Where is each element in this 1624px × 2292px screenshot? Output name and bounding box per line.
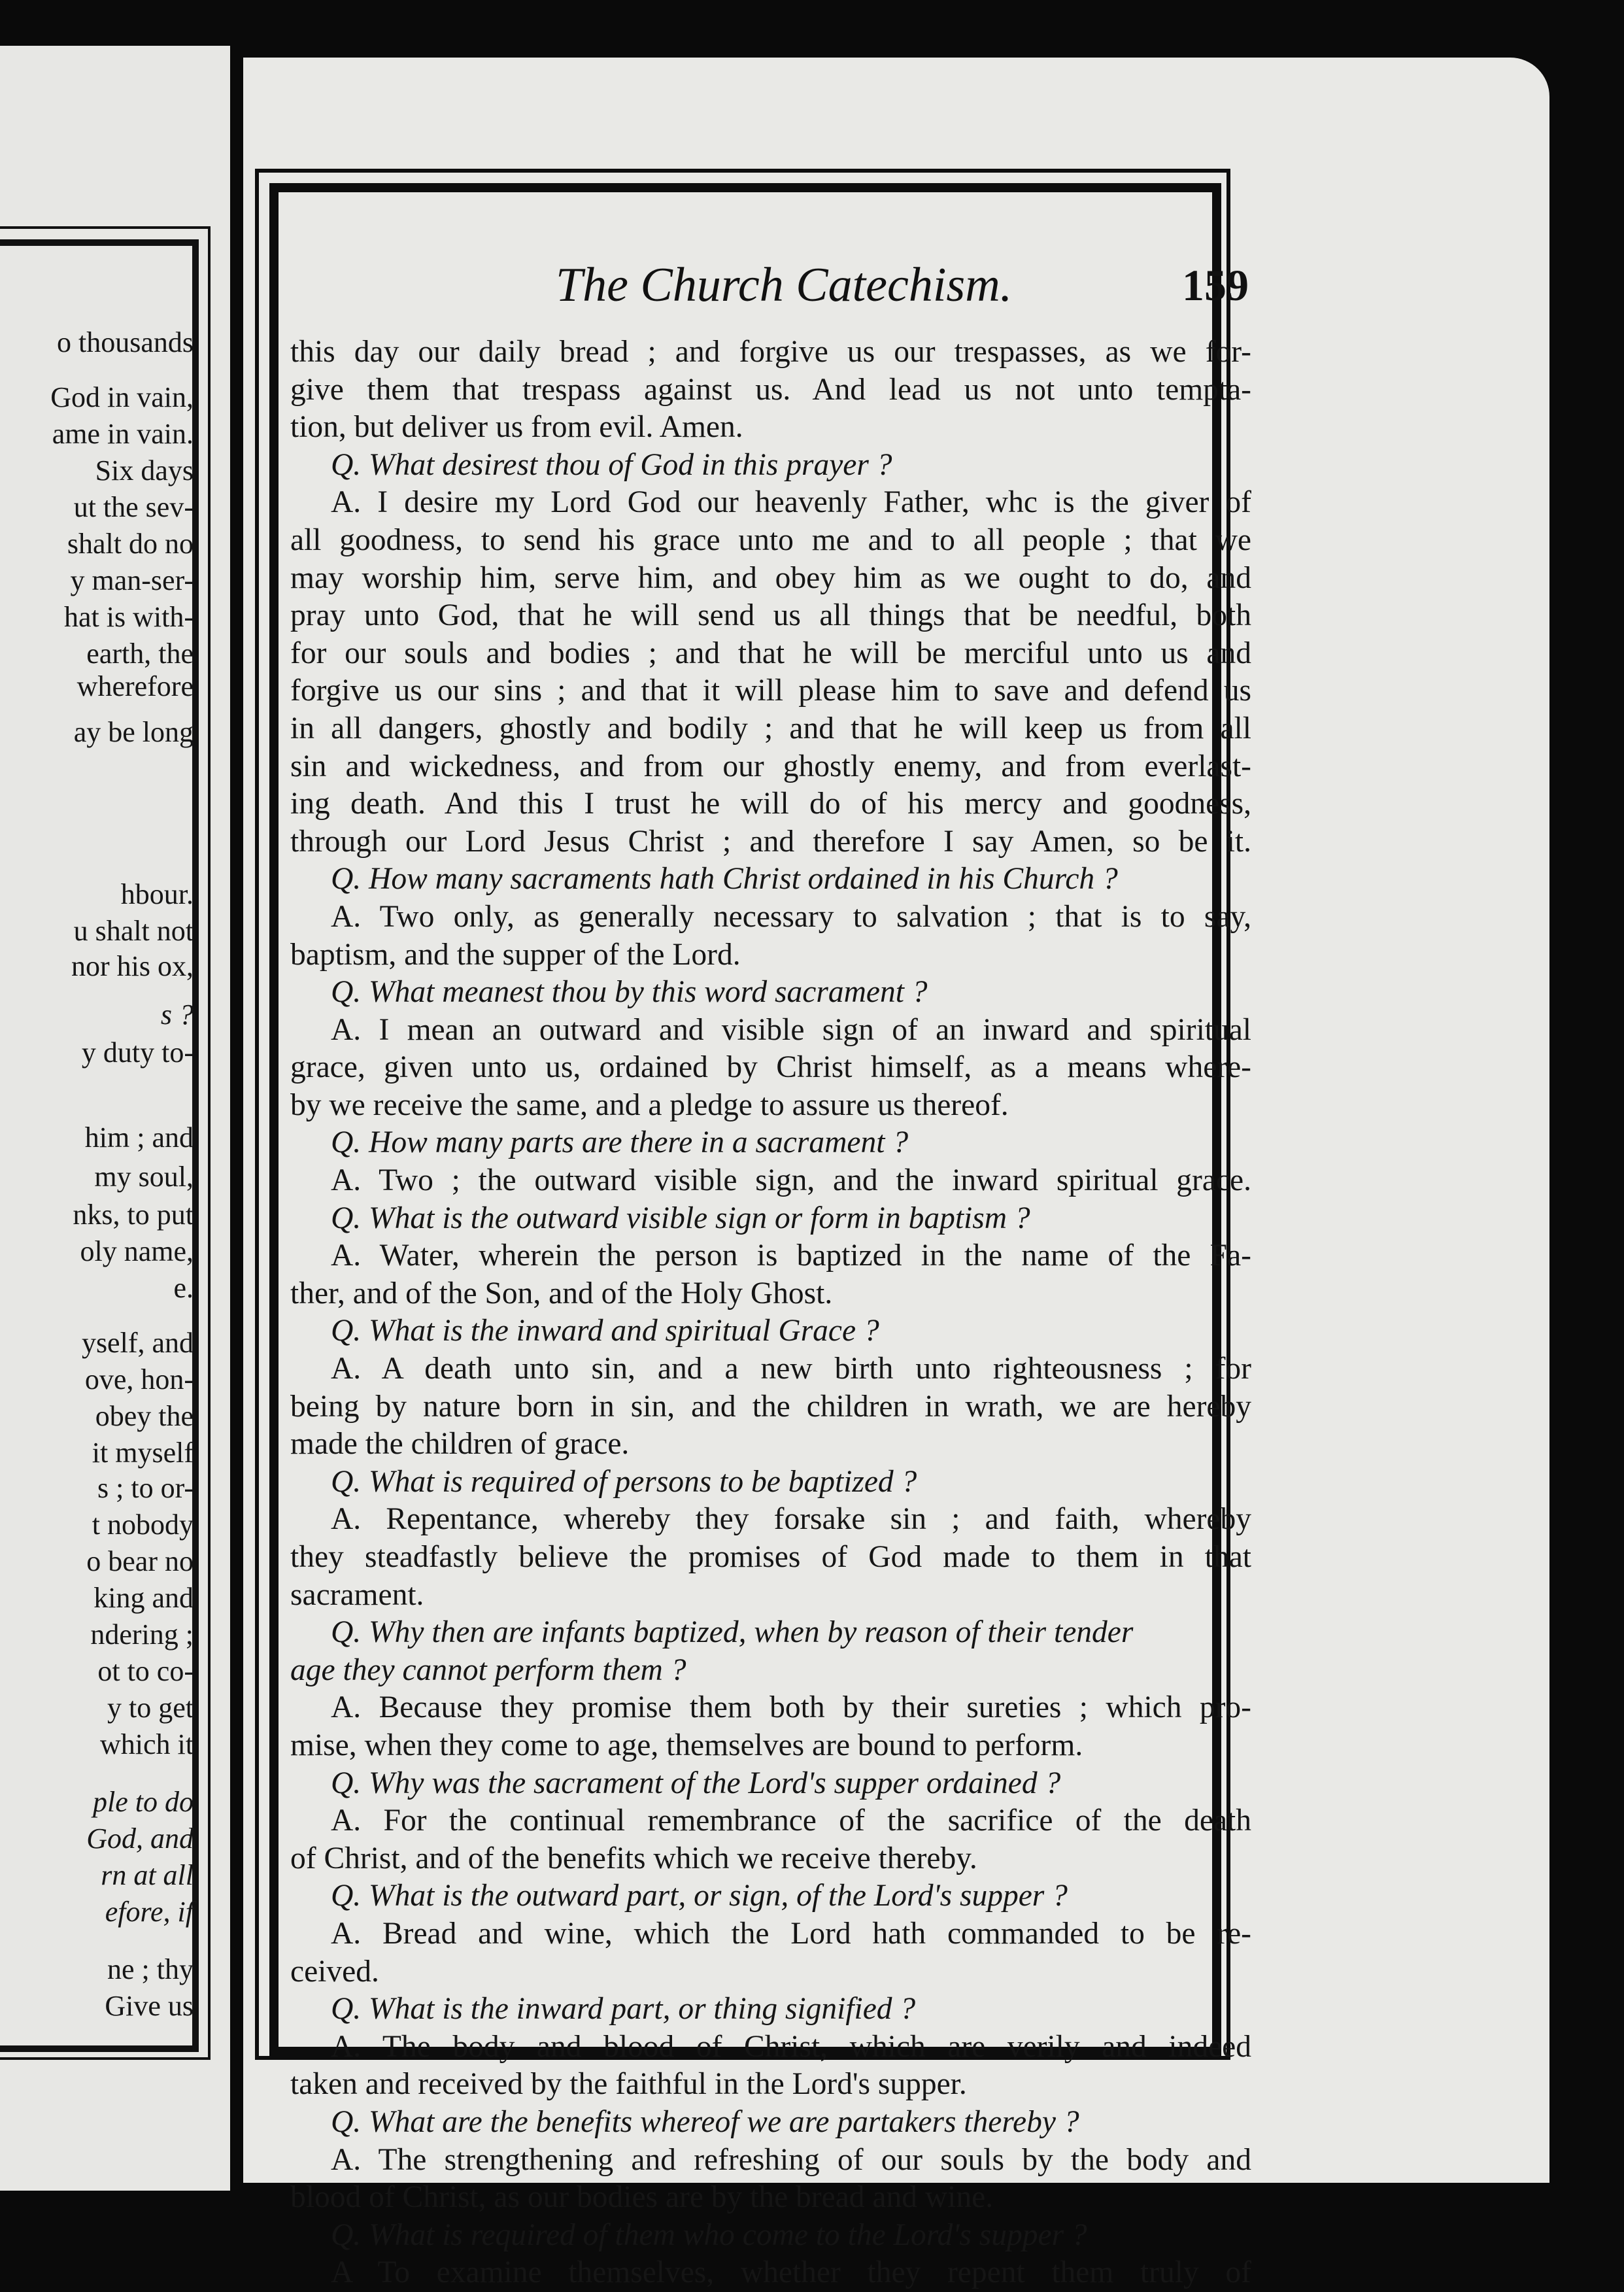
facing-page-line: u shalt not [73, 915, 194, 947]
text-line: ing death. And this I trust he will do of his mercy and goodness, [290, 787, 1251, 821]
text-line: may worship him, serve him, and obey him as we ought to do, and [290, 560, 1251, 595]
text-line: A. For the continual remembrance of the sacrifice of the death [331, 1804, 1251, 1838]
facing-page-fragment [0, 46, 230, 2191]
question-line: Q. What desirest thou of God in this prayer ? [331, 447, 892, 482]
facing-page-line: s ? [160, 999, 194, 1031]
text-line: in all dangers, ghostly and bodily ; and that he will keep us from all [290, 711, 1251, 745]
text-line: mise, when they come to age, themselves are bound to perform. [290, 1728, 1083, 1762]
facing-page-line: ple to do [93, 1786, 194, 1818]
page-header [288, 259, 1249, 311]
facing-page-line: y duty to- [81, 1036, 194, 1069]
text-line: blood of Christ, as our bodies are by the bread and wine. [290, 2180, 994, 2215]
text-line: A. The strengthening and refreshing of our souls by the body and [331, 2142, 1251, 2177]
facing-page-line: oly name, [80, 1235, 194, 1267]
text-line: forgive us our sins ; and that it will please him to save and defend us [290, 674, 1251, 708]
running-title: The Church Catechism. [556, 258, 1013, 312]
facing-page-line: which it [100, 1728, 194, 1760]
catechism-text [290, 334, 1251, 2292]
facing-page-line: o thousands [57, 326, 194, 358]
facing-page-line: t nobody [92, 1509, 194, 1541]
text-line: tion, but deliver us from evil. Amen. [290, 410, 743, 445]
text-line: A. I mean an outward and visible sign of an inward and spiritual [331, 1012, 1251, 1047]
facing-page-line: my soul, [94, 1161, 194, 1193]
facing-page-line: ne ; thy [107, 1953, 194, 1985]
facing-page-line: rn at all [101, 1859, 194, 1891]
text-line: A. The body and blood of Christ, which are verily and indeed [331, 2029, 1251, 2064]
facing-page-line: yself, and [81, 1327, 194, 1359]
text-line: for our souls and bodies ; and that he will be merciful unto us and [290, 636, 1251, 670]
question-line: Q. What is the inward part, or thing signified ? [331, 1992, 916, 2027]
text-line: through our Lord Jesus Christ ; and therefore I say Amen, so be it. [290, 824, 1251, 859]
text-line: taken and received by the faithful in the Lord's supper. [290, 2067, 967, 2102]
facing-page-line: ove, hon- [84, 1363, 194, 1395]
facing-page-line: it myself [92, 1437, 194, 1469]
facing-page-line: Give us [105, 1990, 194, 2022]
facing-page-line: ame in vain. [52, 418, 194, 450]
question-line: Q. Why then are infants baptized, when by reason of their tender [331, 1615, 1134, 1650]
facing-page-line: shalt do no [67, 528, 194, 560]
facing-page-line: ndering ; [90, 1618, 194, 1651]
text-line: made the children of grace. [290, 1427, 630, 1462]
text-line: of Christ, and of the benefits which we receive thereby. [290, 1841, 977, 1875]
text-line: A. I desire my Lord God our heavenly Father, whc is the giver of [331, 485, 1251, 520]
text-line: A. Bread and wine, which the Lord hath commanded to be re- [331, 1916, 1251, 1951]
facing-page-line: nks, to put [73, 1199, 194, 1231]
text-line: A. Two ; the outward visible sign, and the inward spiritual grace. [331, 1163, 1251, 1198]
text-line: grace, given unto us, ordained by Christ himself, as a means where- [290, 1050, 1251, 1085]
facing-page-line: y to get [107, 1692, 194, 1724]
text-line: A. Because they promise them both by their sureties ; which pro- [331, 1690, 1251, 1725]
question-line: Q. What is the outward visible sign or form in baptism ? [331, 1201, 1030, 1235]
facing-page-line: Six days [95, 454, 194, 487]
question-line: Q. What are the benefits whereof we are partakers thereby ? [331, 2104, 1079, 2139]
facing-page-line: earth, the [86, 638, 194, 670]
text-line: sin and wickedness, and from our ghostly enemy, and from everlast- [290, 749, 1251, 783]
facing-page-line: ay be long [73, 716, 194, 748]
question-line: Q. What is required of persons to be baptized ? [331, 1464, 917, 1499]
text-line: pray unto God, that he will send us all things that be needful, both [290, 598, 1251, 633]
text-line: being by nature born in sin, and the children in wrath, we are hereby [290, 1389, 1251, 1424]
text-line: ceived. [290, 1954, 379, 1989]
facing-page-line: s ; to or- [97, 1472, 194, 1504]
page-number: 159 [1182, 260, 1249, 310]
question-line: Q. What is required of them who come to the Lord's supper ? [331, 2217, 1087, 2252]
question-line: Q. How many parts are there in a sacrament ? [331, 1125, 909, 1160]
facing-page-line: him ; and [84, 1121, 194, 1154]
facing-page-line: king and [93, 1582, 194, 1614]
facing-page-line: e. [173, 1272, 194, 1304]
question-line: Q. How many sacraments hath Christ ordained in his Church ? [331, 862, 1118, 897]
question-line: age they cannot perform them ? [290, 1652, 686, 1687]
text-line: all goodness, to send his grace unto me and to all people ; that we [290, 522, 1251, 557]
facing-page-line: wherefore [76, 670, 194, 702]
facing-page-line: ot to co- [97, 1655, 194, 1687]
facing-page-line: ut the sev- [73, 491, 194, 523]
facing-page-line: efore, if [105, 1896, 194, 1928]
question-line: Q. What is the outward part, or sign, of the Lord's supper ? [331, 1879, 1068, 1913]
text-line: A. Water, wherein the person is baptized in the name of the Fa- [331, 1239, 1251, 1273]
text-line: A. Two only, as generally necessary to salvation ; that is to say, [331, 899, 1251, 934]
text-line: by we receive the same, and a pledge to assure us thereof. [290, 1087, 1009, 1122]
text-line: ther, and of the Son, and of the Holy Ghost. [290, 1276, 833, 1310]
facing-page-line: obey the [95, 1400, 194, 1432]
facing-page-line: y man-ser- [70, 564, 194, 596]
facing-page-line: hat is with- [64, 601, 194, 633]
text-line: A To examine themselves, whether they repent them truly of [331, 2255, 1251, 2290]
facing-page-line: nor his ox, [71, 950, 194, 982]
text-line: this day our daily bread ; and forgive us our trespasses, as we for- [290, 335, 1251, 369]
facing-page-line: o bear no [86, 1545, 194, 1577]
text-line: they steadfastly believe the promises of God made to them in that [290, 1540, 1251, 1574]
facing-page-line: hbour. [120, 878, 194, 910]
text-line: A. Repentance, whereby they forsake sin ; and faith, whereby [331, 1502, 1251, 1537]
text-line: sacrament. [290, 1577, 424, 1612]
question-line: Q. What is the inward and spiritual Grace ? [331, 1314, 879, 1348]
facing-page-line: God in vain, [50, 381, 194, 413]
text-line: give them that trespass against us. And lead us not unto tempta- [290, 372, 1251, 407]
question-line: Q. What meanest thou by this word sacrament ? [331, 975, 928, 1010]
facing-page-line: God, and [86, 1822, 194, 1855]
text-line: A. A death unto sin, and a new birth unto righteousness ; for [331, 1352, 1251, 1386]
question-line: Q. Why was the sacrament of the Lord's supper ordained ? [331, 1766, 1061, 1800]
text-line: baptism, and the supper of the Lord. [290, 937, 741, 972]
